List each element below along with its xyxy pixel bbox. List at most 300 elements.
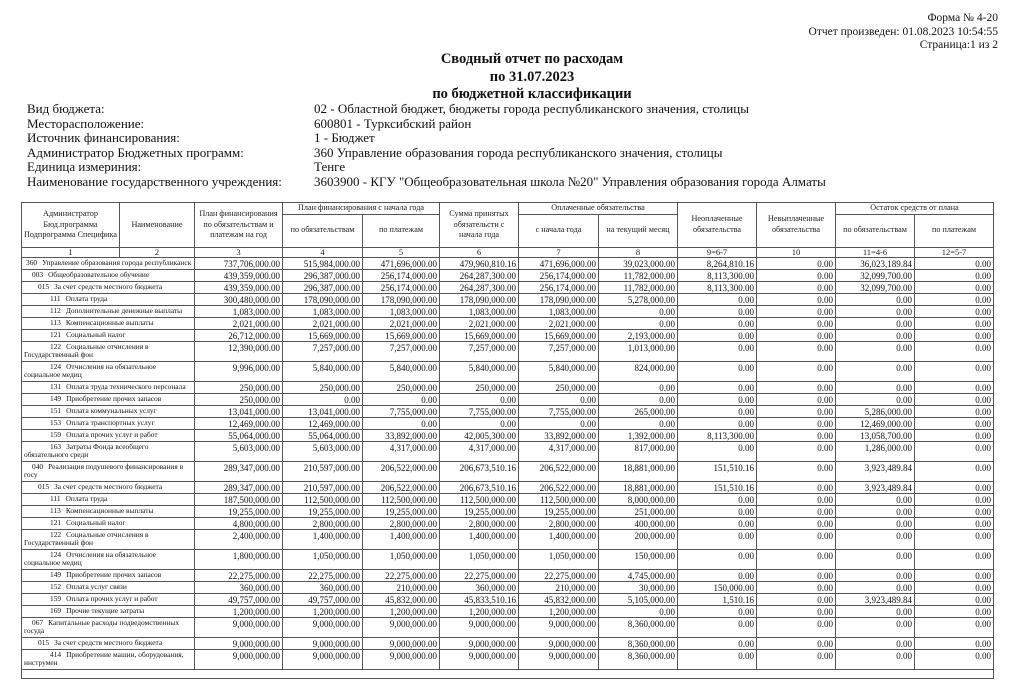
amount-cell: 206,673,510.16 [440,461,519,481]
amount-cell: 151,510.16 [678,461,757,481]
amount-cell: 30,000.00 [599,581,678,593]
amount-cell: 0.00 [836,317,915,329]
amount-cell: 5,840,000.00 [283,361,363,381]
amount-cell: 0.00 [836,517,915,529]
amount-cell: 0.00 [599,393,678,405]
amount-cell: 0.00 [363,417,440,429]
row-name: Компенсационные выплаты [65,505,154,515]
row-classification [22,529,195,549]
amount-cell: 0.00 [678,417,757,429]
amount-cell: 8,264,810.16 [678,257,757,269]
row-classification [22,605,195,617]
meta-row [27,146,826,161]
row-classification [22,257,195,269]
table-row [22,293,994,305]
amount-cell: 0.00 [915,637,994,649]
table-row [22,617,994,637]
amount-cell: 2,800,000.00 [440,517,519,529]
amount-cell: 0.00 [440,417,519,429]
row-classification [22,329,195,341]
amount-cell: 0.00 [678,317,757,329]
amount-cell: 15,669,000.00 [440,329,519,341]
row-name: За счет средств местного бюджета [54,481,163,491]
amount-cell: 178,090,000.00 [363,293,440,305]
row-code: 159 [50,593,62,603]
header-paid-group: Оплаченные обязательства [519,203,678,215]
amount-cell: 0.00 [678,361,757,381]
row-code: 067 [32,617,44,627]
row-classification [22,505,195,517]
amount-cell: 8,113,300.00 [678,281,757,293]
row-classification [22,461,195,481]
amount-cell: 824,000.00 [599,361,678,381]
row-code: 124 [50,549,62,559]
row-classification [22,317,195,329]
row-name: Капитальные расходы подведомственных госуда [24,617,180,636]
amount-cell: 13,058,700.00 [836,429,915,441]
amount-cell: 19,255,000.00 [519,505,599,517]
amount-cell: 0.00 [757,461,836,481]
amount-cell: 0.00 [836,393,915,405]
amount-cell: 0.00 [757,593,836,605]
amount-cell: 1,050,000.00 [363,549,440,569]
amount-cell: 289,347,000.00 [195,461,283,481]
amount-cell: 296,387,000.00 [283,281,363,293]
amount-cell: 150,000.00 [678,581,757,593]
amount-cell: 7,755,000.00 [363,405,440,417]
amount-cell: 7,257,000.00 [363,341,440,361]
generated-timestamp: Отчет произведен: 01.08.2023 10:54:55 [808,25,998,38]
amount-cell: 8,000,000.00 [599,493,678,505]
amount-cell: 26,712,000.00 [195,329,283,341]
amount-cell: 360,000.00 [440,581,519,593]
amount-cell: 439,359,000.00 [195,269,283,281]
amount-cell: 0.00 [915,341,994,361]
amount-cell: 0.00 [915,269,994,281]
table-row [22,581,994,593]
column-number-row [22,247,994,257]
amount-cell: 0.00 [915,481,994,493]
amount-cell: 0.00 [678,405,757,417]
table-row [22,649,994,669]
amount-cell: 0.00 [915,605,994,617]
row-code: 111 [50,493,61,503]
amount-cell: 13,041,000.00 [195,405,283,417]
row-name: Дополнительные денежные выплаты [65,305,183,315]
amount-cell: 187,500,000.00 [195,493,283,505]
amount-cell: 0.00 [757,529,836,549]
amount-cell: 251,000.00 [599,505,678,517]
amount-cell: 0.00 [836,549,915,569]
amount-cell: 360,000.00 [283,581,363,593]
amount-cell: 0.00 [678,341,757,361]
meta-value: 1 - Бюджет [314,130,375,146]
amount-cell: 1,200,000.00 [283,605,363,617]
amount-cell: 112,500,000.00 [283,493,363,505]
column-number: 12=5-7 [915,247,994,257]
amount-cell: 0.00 [836,293,915,305]
table-row [22,569,994,581]
amount-cell: 12,390,000.00 [195,341,283,361]
amount-cell: 2,021,000.00 [283,317,363,329]
amount-cell: 0.00 [678,617,757,637]
amount-cell: 5,840,000.00 [440,361,519,381]
header-rest-obligations: по обязательствам [836,214,915,247]
table-row [22,441,994,461]
amount-cell: 7,257,000.00 [440,341,519,361]
amount-cell: 9,000,000.00 [519,649,599,669]
amount-cell: 4,317,000.00 [363,441,440,461]
header-paid-ytd: с начала года [519,214,599,247]
amount-cell: 36,023,189.84 [836,257,915,269]
amount-cell: 45,832,000.00 [519,593,599,605]
amount-cell: 0.00 [915,649,994,669]
amount-cell: 12,469,000.00 [195,417,283,429]
meta-label: Источник финансирования: [27,130,180,146]
amount-cell: 9,000,000.00 [440,649,519,669]
row-classification [22,581,195,593]
amount-cell: 0.00 [519,393,599,405]
amount-cell: 0.00 [915,417,994,429]
row-classification [22,481,195,493]
amount-cell: 1,083,000.00 [440,305,519,317]
row-classification [22,569,195,581]
amount-cell: 1,083,000.00 [195,305,283,317]
row-classification [22,281,195,293]
amount-cell: 49,757,000.00 [283,593,363,605]
table-row [22,405,994,417]
amount-cell: 8,360,000.00 [599,637,678,649]
amount-cell: 0.00 [757,281,836,293]
row-code: 113 [50,505,61,515]
row-code: 153 [50,417,62,427]
amount-cell: 0.00 [757,481,836,493]
row-name: Затраты Фонда всеобщего обязательного среди [24,441,149,460]
amount-cell: 7,755,000.00 [519,405,599,417]
header-rest-group: Остаток средств от плана [836,203,994,215]
amount-cell: 0.00 [836,505,915,517]
column-number: 3 [195,247,283,257]
amount-cell: 0.00 [678,493,757,505]
amount-cell: 9,000,000.00 [363,637,440,649]
amount-cell: 0.00 [915,569,994,581]
amount-cell: 49,757,000.00 [195,593,283,605]
amount-cell: 0.00 [915,305,994,317]
amount-cell: 11,782,000.00 [599,269,678,281]
row-classification [22,293,195,305]
amount-cell: 8,360,000.00 [599,617,678,637]
table-row [22,329,994,341]
amount-cell: 5,603,000.00 [283,441,363,461]
amount-cell: 4,317,000.00 [519,441,599,461]
amount-cell: 0.00 [757,305,836,317]
amount-cell: 22,275,000.00 [283,569,363,581]
header-unpaid: Неоплаченные обязательства [678,203,757,248]
amount-cell: 0.00 [915,549,994,569]
amount-cell: 0.00 [757,569,836,581]
header-rest-payments: по платежам [915,214,994,247]
amount-cell: 5,286,000.00 [836,405,915,417]
blank-row [22,669,994,678]
meta-value: Тенге [314,159,346,175]
amount-cell: 0.00 [915,593,994,605]
amount-cell: 250,000.00 [440,381,519,393]
amount-cell: 0.00 [915,393,994,405]
amount-cell: 0.00 [757,317,836,329]
amount-cell: 178,090,000.00 [519,293,599,305]
row-code: 121 [50,517,62,527]
row-name: Отчисления на обязательное социальное медиц [24,361,157,380]
amount-cell: 0.00 [599,381,678,393]
amount-cell: 112,500,000.00 [519,493,599,505]
amount-cell: 296,387,000.00 [283,269,363,281]
row-name: За счет средств местного бюджета [54,281,163,291]
amount-cell: 0.00 [836,617,915,637]
amount-cell: 39,023,000.00 [599,257,678,269]
amount-cell: 1,083,000.00 [519,305,599,317]
row-name: Оплата коммунальных услуг [66,405,157,415]
amount-cell: 4,800,000.00 [195,517,283,529]
amount-cell: 0.00 [678,649,757,669]
meta-row [27,131,826,146]
amount-cell: 7,257,000.00 [283,341,363,361]
amount-cell: 4,745,000.00 [599,569,678,581]
amount-cell: 3,923,489.84 [836,461,915,481]
amount-cell: 2,021,000.00 [519,317,599,329]
amount-cell: 11,782,000.00 [599,281,678,293]
amount-cell: 206,522,000.00 [519,461,599,481]
amount-cell: 9,000,000.00 [363,649,440,669]
amount-cell: 400,000.00 [599,517,678,529]
amount-cell: 479,960,810.16 [440,257,519,269]
amount-cell: 1,200,000.00 [195,605,283,617]
row-classification [22,361,195,381]
amount-cell: 200,000.00 [599,529,678,549]
amount-cell: 15,669,000.00 [283,329,363,341]
amount-cell: 0.00 [836,341,915,361]
amount-cell: 737,706,000.00 [195,257,283,269]
row-name: Приобретение прочих запасов [66,569,162,579]
table-row [22,381,994,393]
row-name: За счет средств местного бюджета [54,637,163,647]
table-row [22,429,994,441]
amount-cell: 1,400,000.00 [363,529,440,549]
row-code: 151 [50,405,62,415]
amount-cell: 13,041,000.00 [283,405,363,417]
row-code: 122 [50,341,62,351]
amount-cell: 0.00 [757,617,836,637]
amount-cell: 0.00 [599,417,678,429]
amount-cell: 0.00 [757,405,836,417]
amount-cell: 0.00 [915,505,994,517]
row-classification [22,493,195,505]
amount-cell: 5,840,000.00 [363,361,440,381]
meta-row [27,160,826,175]
row-classification [22,405,195,417]
column-number: 1 [22,247,120,257]
amount-cell: 0.00 [757,505,836,517]
amount-cell: 1,286,000.00 [836,441,915,461]
amount-cell: 1,013,000.00 [599,341,678,361]
row-classification [22,649,195,669]
row-classification [22,393,195,405]
amount-cell: 210,000.00 [519,581,599,593]
amount-cell: 1,510.16 [678,593,757,605]
column-number: 10 [757,247,836,257]
amount-cell: 5,278,000.00 [599,293,678,305]
row-classification [22,269,195,281]
amount-cell: 2,800,000.00 [363,517,440,529]
row-code: 159 [50,429,62,439]
amount-cell: 360,000.00 [195,581,283,593]
row-name: Социальный налог [66,329,126,339]
amount-cell: 0.00 [757,257,836,269]
amount-cell: 1,392,000.00 [599,429,678,441]
amount-cell: 3,923,489.84 [836,481,915,493]
amount-cell: 0.00 [915,517,994,529]
table-row [22,549,994,569]
row-code: 149 [50,393,62,403]
amount-cell: 0.00 [678,605,757,617]
amount-cell: 9,000,000.00 [195,649,283,669]
amount-cell: 15,669,000.00 [363,329,440,341]
amount-cell: 0.00 [915,429,994,441]
row-code: 111 [50,293,61,303]
amount-cell: 0.00 [757,493,836,505]
row-name: Оплата прочих услуг и работ [66,593,158,603]
amount-cell: 0.00 [836,605,915,617]
table-row [22,269,994,281]
column-number: 7 [519,247,599,257]
meta-label: Месторасположение: [27,115,145,131]
meta-value: 02 - Областной бюджет, бюджеты города республиканского значения, столицы [314,101,749,116]
amount-cell: 0.00 [283,393,363,405]
header-admin: Администратор Бюд.программа Подпрограмма Специфика [22,203,120,248]
amount-cell: 0.00 [836,581,915,593]
amount-cell: 210,597,000.00 [283,481,363,493]
table-row [22,461,994,481]
report-metadata [27,102,826,190]
amount-cell: 0.00 [757,517,836,529]
row-name: Прочие текущие затраты [66,605,145,615]
amount-cell: 0.00 [915,461,994,481]
table-row [22,529,994,549]
amount-cell: 0.00 [836,649,915,669]
amount-cell: 1,200,000.00 [519,605,599,617]
row-name: Реализация подушевого финансирования в госу [24,461,184,480]
title-line-3: по бюджетной классификации [432,86,632,102]
row-name: Оплата транспортных услуг [66,417,155,427]
amount-cell: 0.00 [678,293,757,305]
amount-cell: 1,050,000.00 [519,549,599,569]
row-name: Социальные отчисления в Государственный фон [24,529,149,548]
amount-cell: 0.00 [757,361,836,381]
amount-cell: 55,064,000.00 [283,429,363,441]
blank-cell [22,669,994,678]
row-code: 015 [38,481,50,491]
row-classification [22,549,195,569]
table-row [22,361,994,381]
amount-cell: 8,113,300.00 [678,429,757,441]
amount-cell: 1,083,000.00 [363,305,440,317]
amount-cell: 0.00 [915,257,994,269]
amount-cell: 9,000,000.00 [519,637,599,649]
amount-cell: 1,200,000.00 [363,605,440,617]
row-name: Общеобразовательное обучение [48,269,150,279]
amount-cell: 22,275,000.00 [363,569,440,581]
amount-cell: 18,881,000.00 [599,461,678,481]
row-code: 163 [50,441,62,451]
amount-cell: 0.00 [836,529,915,549]
amount-cell: 0.00 [363,393,440,405]
amount-cell: 2,193,000.00 [599,329,678,341]
amount-cell: 250,000.00 [195,381,283,393]
meta-value: 600801 - Турксибский район [314,115,472,131]
amount-cell: 0.00 [836,637,915,649]
amount-cell: 0.00 [836,305,915,317]
column-number: 2 [120,247,195,257]
amount-cell: 12,469,000.00 [283,417,363,429]
amount-cell: 22,275,000.00 [519,569,599,581]
amount-cell: 9,000,000.00 [519,617,599,637]
amount-cell: 206,522,000.00 [363,481,440,493]
amount-cell: 9,000,000.00 [363,617,440,637]
row-name: Приобретение прочих запасов [66,393,162,403]
amount-cell: 1,083,000.00 [283,305,363,317]
table-row [22,517,994,529]
amount-cell: 0.00 [915,441,994,461]
meta-row [27,175,826,190]
amount-cell: 0.00 [915,361,994,381]
row-name: Оплата труда технического персонала [66,381,186,391]
amount-cell: 471,696,000.00 [519,257,599,269]
amount-cell: 250,000.00 [519,381,599,393]
amount-cell: 1,050,000.00 [440,549,519,569]
amount-cell: 45,833,510.16 [440,593,519,605]
meta-label: Наименование государственного учреждения: [27,173,282,189]
amount-cell: 250,000.00 [283,381,363,393]
row-code: 152 [50,581,62,591]
header-plan-year: План финансирования по обязательствам и платежам на год [195,203,283,248]
amount-cell: 2,021,000.00 [440,317,519,329]
amount-cell: 256,174,000.00 [363,281,440,293]
amount-cell: 0.00 [678,441,757,461]
amount-cell: 0.00 [678,305,757,317]
row-name: Социальные отчисления в Государственный фон [24,341,149,360]
amount-cell: 515,984,000.00 [283,257,363,269]
column-number: 5 [363,247,440,257]
table-row [22,593,994,605]
amount-cell: 0.00 [757,417,836,429]
amount-cell: 0.00 [915,617,994,637]
amount-cell: 0.00 [678,529,757,549]
amount-cell: 0.00 [757,581,836,593]
row-classification [22,429,195,441]
amount-cell: 817,000.00 [599,441,678,461]
amount-cell: 5,840,000.00 [519,361,599,381]
amount-cell: 19,255,000.00 [363,505,440,517]
amount-cell: 1,800,000.00 [195,549,283,569]
amount-cell: 45,832,000.00 [363,593,440,605]
amount-cell: 210,000.00 [363,581,440,593]
row-classification [22,381,195,393]
amount-cell: 5,105,000.00 [599,593,678,605]
amount-cell: 2,400,000.00 [195,529,283,549]
amount-cell: 0.00 [678,637,757,649]
amount-cell: 0.00 [757,649,836,669]
amount-cell: 9,996,000.00 [195,361,283,381]
amount-cell: 0.00 [915,293,994,305]
